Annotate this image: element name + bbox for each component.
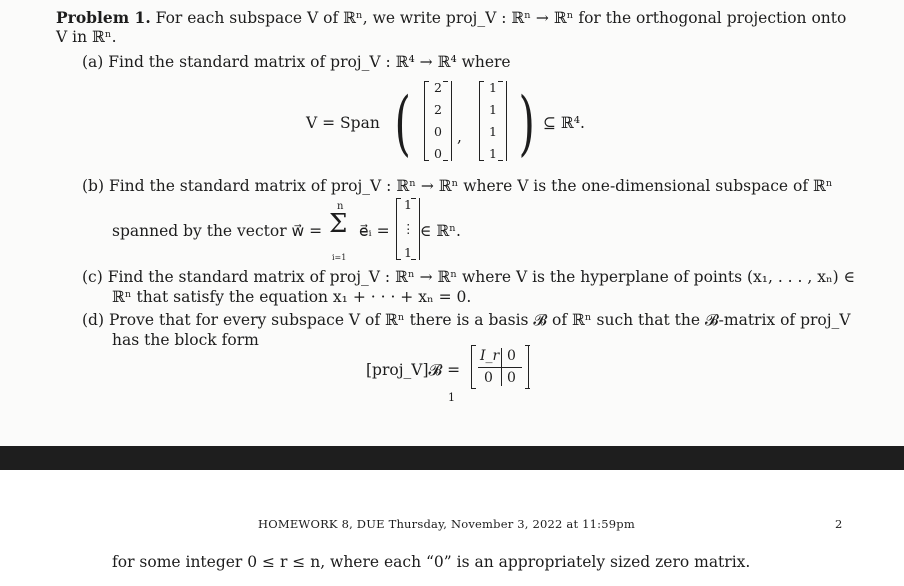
part-d-text-2: has the block form [112, 331, 259, 349]
intro-line-2: V in ℝⁿ. [56, 28, 117, 46]
homework-header: HOMEWORK 8, DUE Thursday, November 3, 2022 at 11:59pm [258, 517, 635, 531]
sum-upper-limit: n [337, 201, 344, 212]
page-divider [0, 446, 904, 470]
part-b-text-2: spanned by the vector w⃗ = [112, 222, 323, 240]
document-page-2 [0, 470, 904, 586]
vector-2-entry: 1 [489, 102, 497, 117]
vector-1-matrix [424, 81, 452, 161]
part-d-text-1: (d) Prove that for every subspace V of ℝⁿ there is a basis 𝓑 of ℝⁿ such that the 𝓑-matrix of proj_V [82, 311, 851, 329]
part-c-text-1: (c) Find the standard matrix of proj_V : ℝⁿ → ℝⁿ where V is the hyperplane of points (x₁, . . . , xₙ) ∈ [82, 268, 856, 286]
ones-vector-entry: 1 [404, 197, 412, 212]
ones-vector-entry: ⋮ [402, 221, 415, 236]
page-number-2: 2 [835, 517, 843, 531]
problem-label: Problem 1. [56, 8, 151, 27]
intro-line-1 [56, 8, 846, 28]
intro-text-1: For each subspace V of ℝⁿ, we write proj_V : ℝⁿ → ℝⁿ for the orthogonal projection onto [155, 9, 847, 27]
vector-1-entry: 2 [434, 102, 442, 117]
continuation-text: for some integer 0 ≤ r ≤ n, where each “0” is an appropriately sized zero matrix. [112, 553, 751, 571]
page-number-1: 1 [448, 391, 455, 404]
vector-comma: , [457, 128, 462, 146]
sum-term: e⃗ᵢ = [359, 222, 390, 240]
vector-2-matrix [479, 81, 507, 161]
left-paren: ( [394, 82, 411, 164]
part-b-suffix: ∈ ℝⁿ. [420, 222, 461, 240]
sum-symbol: Σ [329, 209, 348, 239]
vector-2-entry: 1 [489, 146, 497, 161]
vector-1-entry: 0 [434, 124, 442, 139]
part-a-text: (a) Find the standard matrix of proj_V : ℝ⁴ → ℝ⁴ where [82, 53, 511, 71]
part-c-text-2: ℝⁿ that satisfy the equation x₁ + · · · + xₙ = 0. [112, 288, 472, 306]
block-top-right: 0 [507, 348, 516, 364]
ones-vector-matrix [396, 198, 420, 260]
vector-2-entry: 1 [489, 124, 497, 139]
span-equation-rhs: ⊆ ℝ⁴. [543, 114, 585, 132]
block-bottom-right: 0 [507, 370, 516, 386]
vector-1-entry: 2 [434, 80, 442, 95]
ones-vector-entry: 1 [404, 245, 412, 260]
vector-1-entry: 0 [434, 146, 442, 161]
block-top-left: I_r [480, 348, 500, 364]
span-equation-lhs: V = Span [306, 114, 380, 132]
part-b-text-1: (b) Find the standard matrix of proj_V : ℝⁿ → ℝⁿ where V is the one-dimensional subspace of ℝⁿ [82, 177, 833, 195]
right-paren: ) [518, 82, 535, 164]
block-bottom-left: 0 [484, 370, 493, 386]
block-form-lhs: [proj_V]𝓑 = [366, 361, 461, 379]
vector-2-entry: 1 [489, 80, 497, 95]
sum-lower-limit: i=1 [332, 253, 347, 262]
